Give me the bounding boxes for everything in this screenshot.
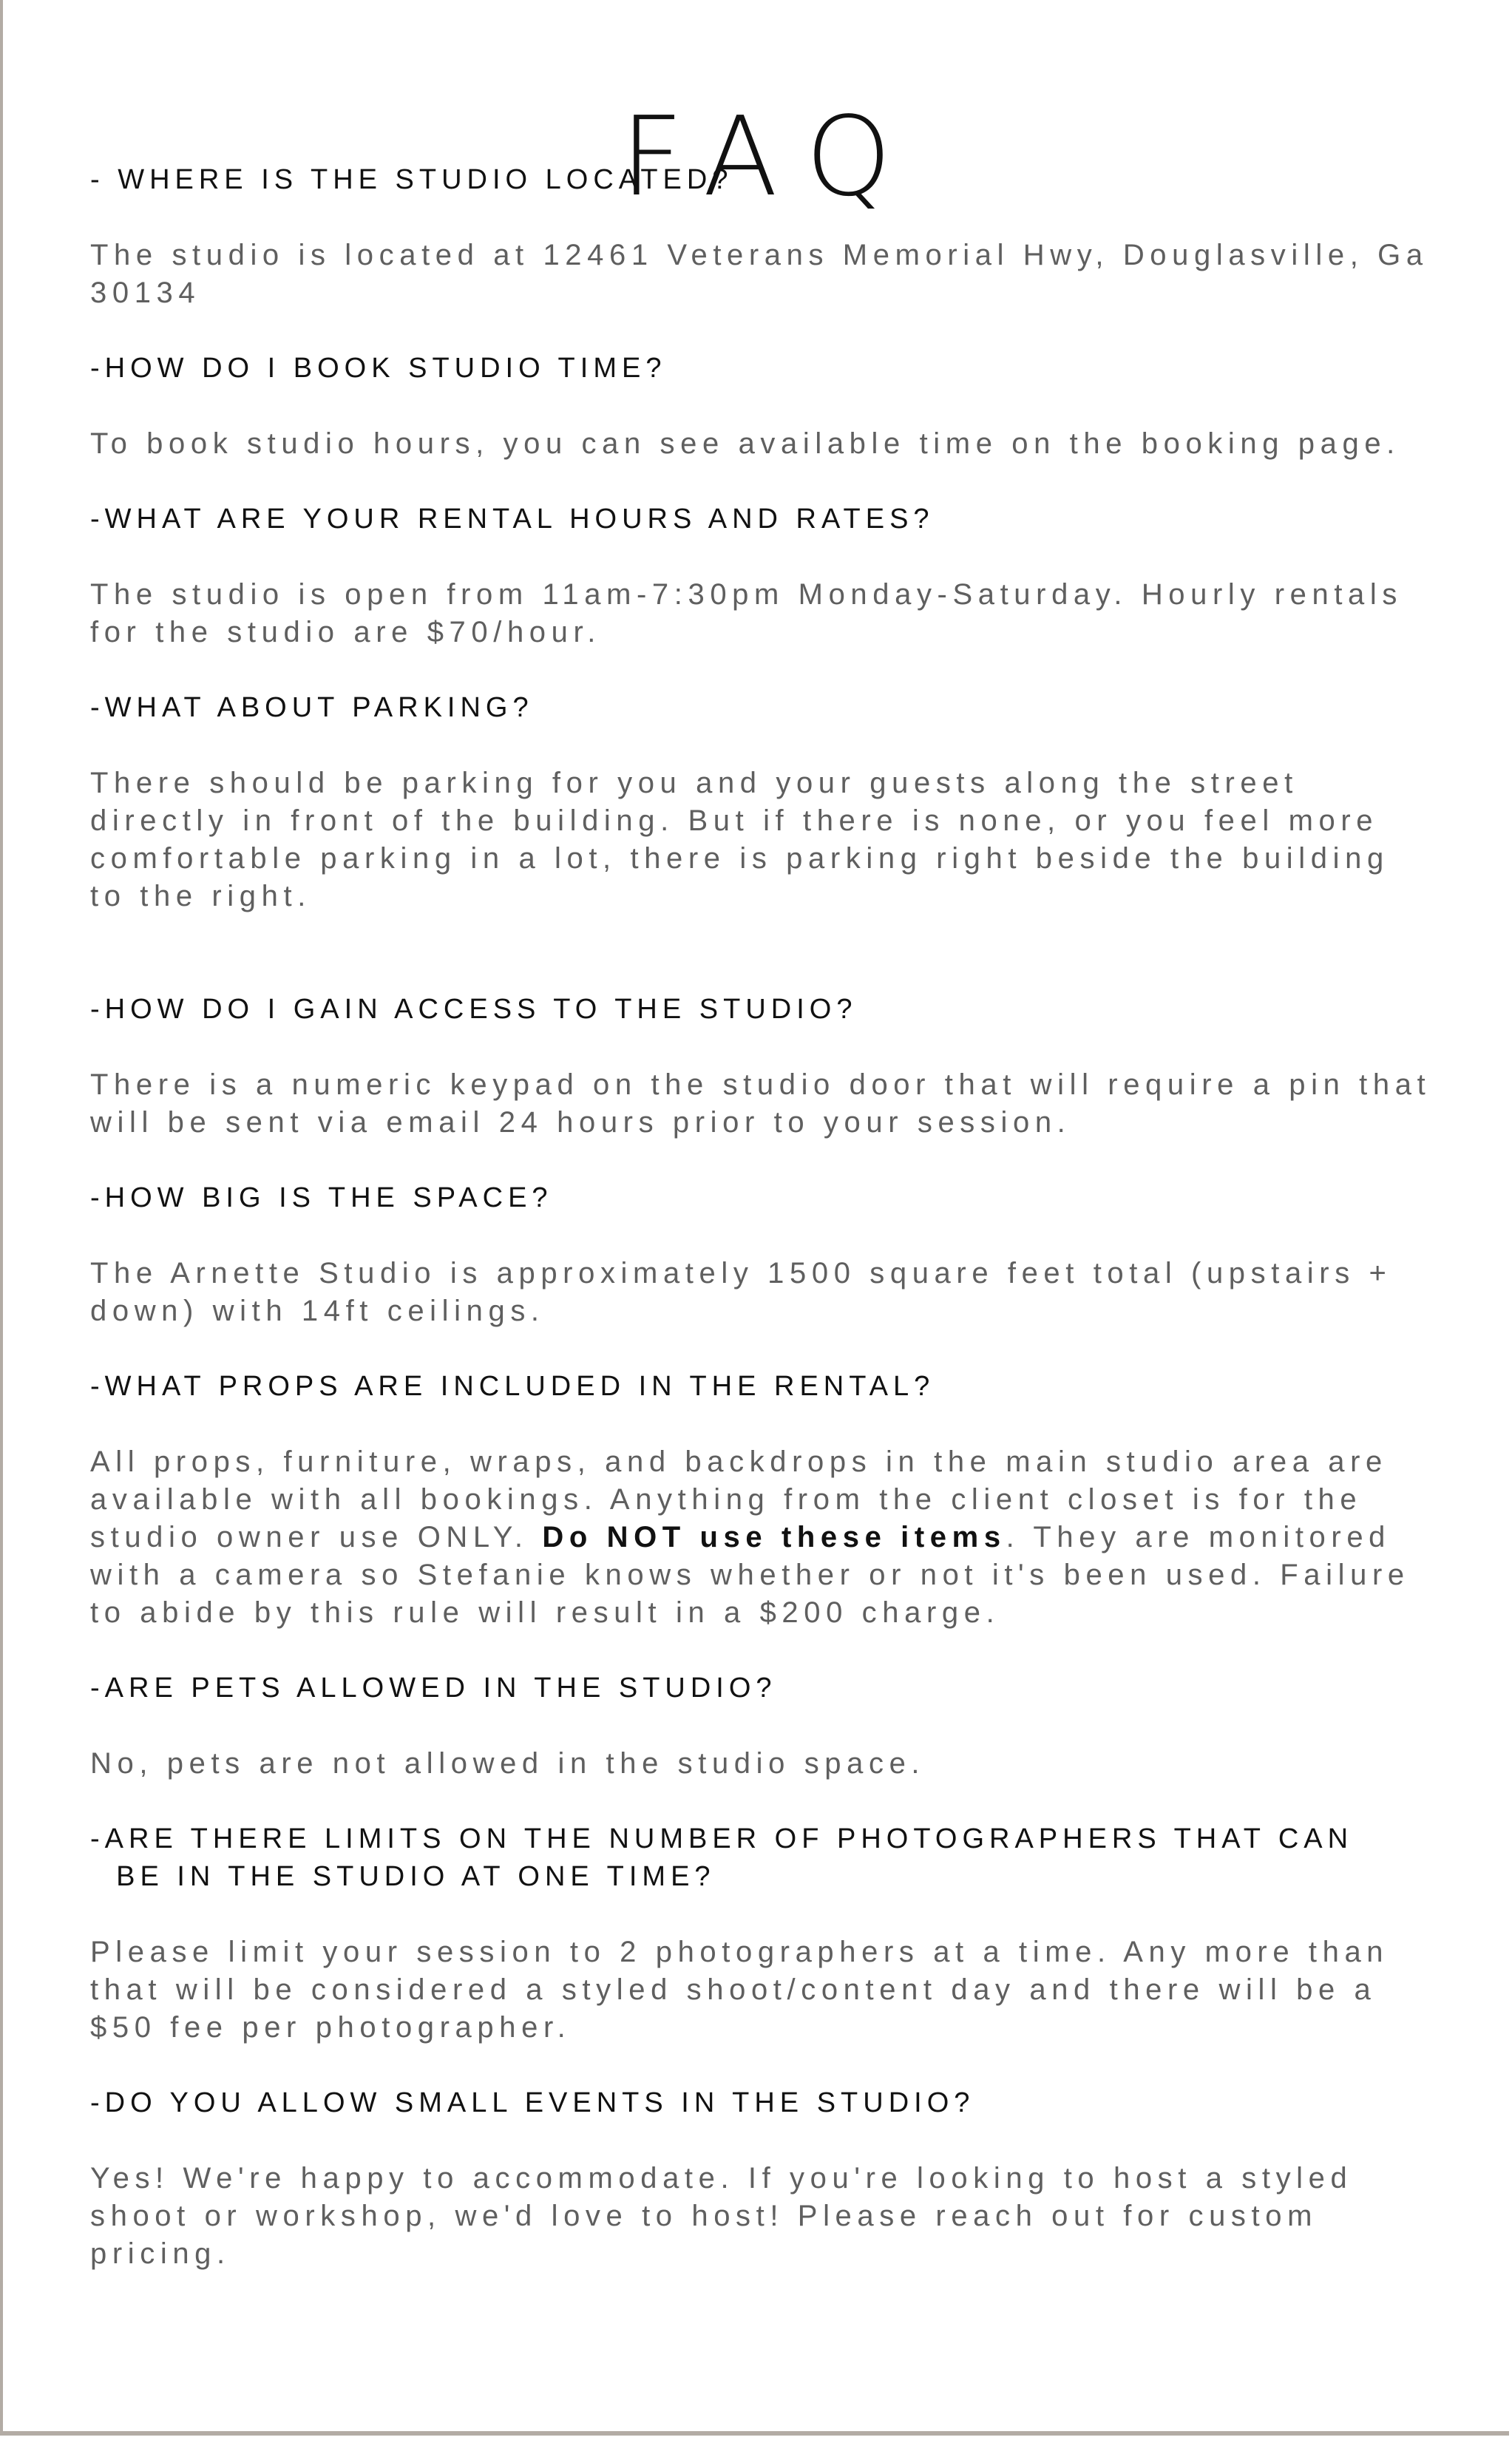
faq-answer: To book studio hours, you can see available time on the booking page.: [90, 427, 1400, 460]
faq-question: - WHERE IS THE STUDIO LOCATED?: [90, 164, 733, 195]
faq-item-parking: [90, 689, 1436, 915]
faq-answer: There is a numeric keypad on the studio door that will require a pin that will be sent via email 24 hours prior to your session.: [90, 1068, 1431, 1139]
faq-answer: Yes! We're happy to accommodate. If you're looking to host a styled shoot or workshop, we'd love to host! Please reach out for custom pricing.: [90, 2162, 1353, 2270]
faq-question: -HOW DO I GAIN ACCESS TO THE STUDIO?: [90, 994, 858, 1025]
faq-question: -HOW DO I BOOK STUDIO TIME?: [90, 353, 667, 384]
faq-item-hours-rates: [90, 501, 1436, 651]
faq-question: -DO YOU ALLOW SMALL EVENTS IN THE STUDIO?: [90, 2087, 975, 2118]
faq-question: -WHAT PROPS ARE INCLUDED IN THE RENTAL?: [90, 1371, 935, 1402]
faq-question: -HOW BIG IS THE SPACE?: [90, 1182, 553, 1213]
faq-item-small-events: [90, 2084, 1436, 2273]
faq-answer-text: . They are monitored with a camera so Stefanie knows whether or not it's been used. Failure to abide by this rule will result in a $200 charge.: [90, 1521, 1410, 1629]
faq-answer: The studio is open from 11am-7:30pm Monday-Saturday. Hourly rentals for the studio are $70/hour.: [90, 578, 1403, 648]
faq-answer: There should be parking for you and your guests along the street directly in front of the building. But if there is none, or you feel more comfortable parking in a lot, there is parking right beside the building to the right.: [90, 767, 1389, 912]
faq-answer-text: All props, furniture, wraps, and backdrops in the main studio area are available with all bookings. Anything from the client closet is for the studio owner use ONLY.: [90, 1446, 1388, 1553]
faq-answer-warning: Do NOT use these items: [542, 1521, 1006, 1553]
faq-question: -WHAT ARE YOUR RENTAL HOURS AND RATES?: [90, 504, 935, 535]
faq-item-access: [90, 991, 1436, 1142]
faq-item-photographer-limit: [90, 1820, 1436, 2047]
faq-item-pets: [90, 1670, 1436, 1783]
page-title: FAQ: [620, 93, 921, 221]
faq-item-booking: [90, 350, 1436, 463]
faq-item-props: [90, 1368, 1436, 1632]
faq-answer: The studio is located at 12461 Veterans Memorial Hwy, Douglasville, Ga 30134: [90, 239, 1428, 309]
faq-answer: No, pets are not allowed in the studio space.: [90, 1747, 926, 1780]
faq-answer: [90, 1443, 1436, 1632]
faq-question: -ARE PETS ALLOWED IN THE STUDIO?: [90, 1673, 777, 1704]
faq-list: [90, 161, 1436, 2311]
faq-question: -WHAT ABOUT PARKING?: [90, 692, 534, 723]
faq-answer: Please limit your session to 2 photographers at a time. Any more than that will be considered a styled shoot/content day and there will be a $50 fee per photographer.: [90, 1936, 1389, 2044]
faq-item-space-size: [90, 1179, 1436, 1330]
faq-question: -ARE THERE LIMITS ON THE NUMBER OF PHOTOGRAPHERS THAT CAN BE IN THE STUDIO AT ONE TIME?: [90, 1823, 1354, 1892]
faq-answer: The Arnette Studio is approximately 1500 square feet total (upstairs + down) with 14ft ceilings.: [90, 1257, 1392, 1327]
faq-item-location: [90, 161, 1436, 312]
